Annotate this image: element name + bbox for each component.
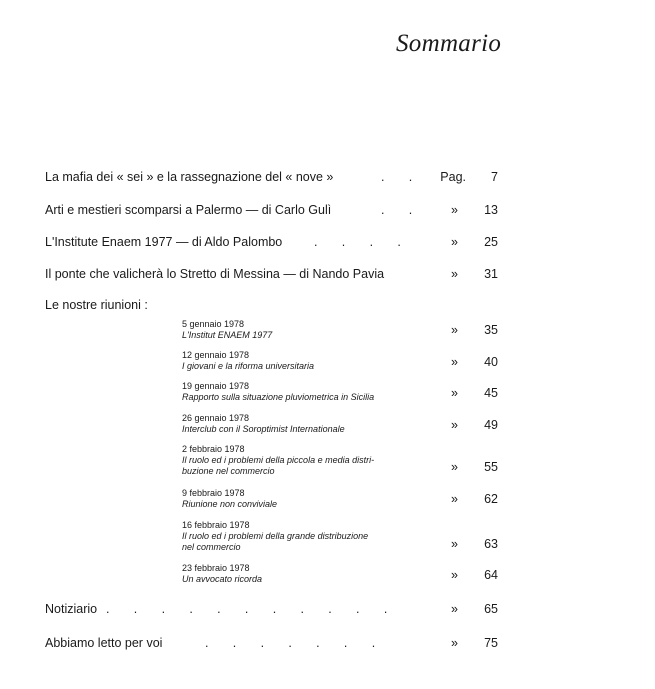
page-number: 64 — [484, 568, 498, 582]
toc-leader-dots: . . . . . . . — [205, 636, 376, 650]
riunione-date: 2 febbraio 1978 — [182, 444, 245, 454]
section-heading: Le nostre riunioni : — [45, 298, 148, 312]
riunione-title: Il ruolo ed i problemi della grande distribuzione — [182, 531, 369, 541]
page-number: 65 — [484, 602, 498, 616]
toc-leader-dots: . . . . . . . . . . . — [106, 602, 388, 616]
page-number: 62 — [484, 492, 498, 506]
riunione-date: 5 gennaio 1978 — [182, 319, 245, 329]
page-number: 63 — [484, 537, 498, 551]
page-number: 55 — [484, 460, 498, 474]
riunione-date: 9 febbraio 1978 — [182, 488, 245, 498]
page-label: » — [451, 568, 458, 582]
page-label: Pag. — [440, 170, 466, 184]
page-label: » — [451, 267, 458, 281]
riunione-title: Rapporto sulla situazione pluviometrica in Sicilia — [182, 392, 375, 402]
riunione-title: I giovani e la riforma universitaria — [182, 361, 315, 371]
page-label: » — [451, 235, 458, 249]
riunione-title-continued: nel commercio — [182, 542, 241, 552]
page-number: 13 — [484, 203, 498, 217]
page-title: Sommario — [396, 30, 502, 57]
riunione-date: 19 gennaio 1978 — [182, 381, 250, 391]
toc-entry-title: L'Institute Enaem 1977 — di Aldo Palombo — [45, 235, 283, 249]
riunione-date: 23 febbraio 1978 — [182, 563, 250, 573]
toc-entry-title: Notiziario — [45, 602, 98, 616]
page-number: 25 — [484, 235, 498, 249]
toc-entry-title: La mafia dei « sei » e la rassegnazione del « nove » — [45, 170, 334, 184]
riunione-title: Un avvocato ricorda — [182, 574, 263, 584]
riunione-title: Riunione non conviviale — [182, 499, 278, 509]
page-label: » — [451, 537, 458, 551]
page-label: » — [451, 492, 458, 506]
page-number: 35 — [484, 323, 498, 337]
page-label: » — [451, 355, 458, 369]
page-number: 40 — [484, 355, 498, 369]
page-number: 31 — [484, 267, 498, 281]
riunione-title: L'Institut ENAEM 1977 — [182, 330, 273, 340]
page-label: » — [451, 418, 458, 432]
toc-entry-title: Arti e mestieri scomparsi a Palermo — di Carlo Gulì — [45, 203, 332, 217]
page-label: » — [451, 386, 458, 400]
page-number: 7 — [491, 170, 498, 184]
riunione-date: 16 febbraio 1978 — [182, 520, 250, 530]
riunione-title-continued: buzione nel commercio — [182, 466, 275, 476]
riunione-date: 12 gennaio 1978 — [182, 350, 250, 360]
toc-leader-dots: . . — [381, 170, 413, 184]
toc-entry-title: Il ponte che valicherà lo Stretto di Messina — di Nando Pavia — [45, 267, 385, 281]
page-label: » — [451, 602, 458, 616]
page-number: 75 — [484, 636, 498, 650]
riunione-title: Interclub con il Soroptimist Internationale — [182, 424, 345, 434]
page-label: » — [451, 203, 458, 217]
page-label: » — [451, 636, 458, 650]
riunione-title: Il ruolo ed i problemi della piccola e media distri- — [182, 455, 375, 465]
page-label: » — [451, 460, 458, 474]
page-number: 49 — [484, 418, 498, 432]
page-label: » — [451, 323, 458, 337]
riunione-date: 26 gennaio 1978 — [182, 413, 250, 423]
toc-entry-title: Abbiamo letto per voi — [45, 636, 163, 650]
page-number: 45 — [484, 386, 498, 400]
toc-leader-dots: . . . . — [314, 235, 401, 249]
toc-leader-dots: . . — [381, 203, 413, 217]
